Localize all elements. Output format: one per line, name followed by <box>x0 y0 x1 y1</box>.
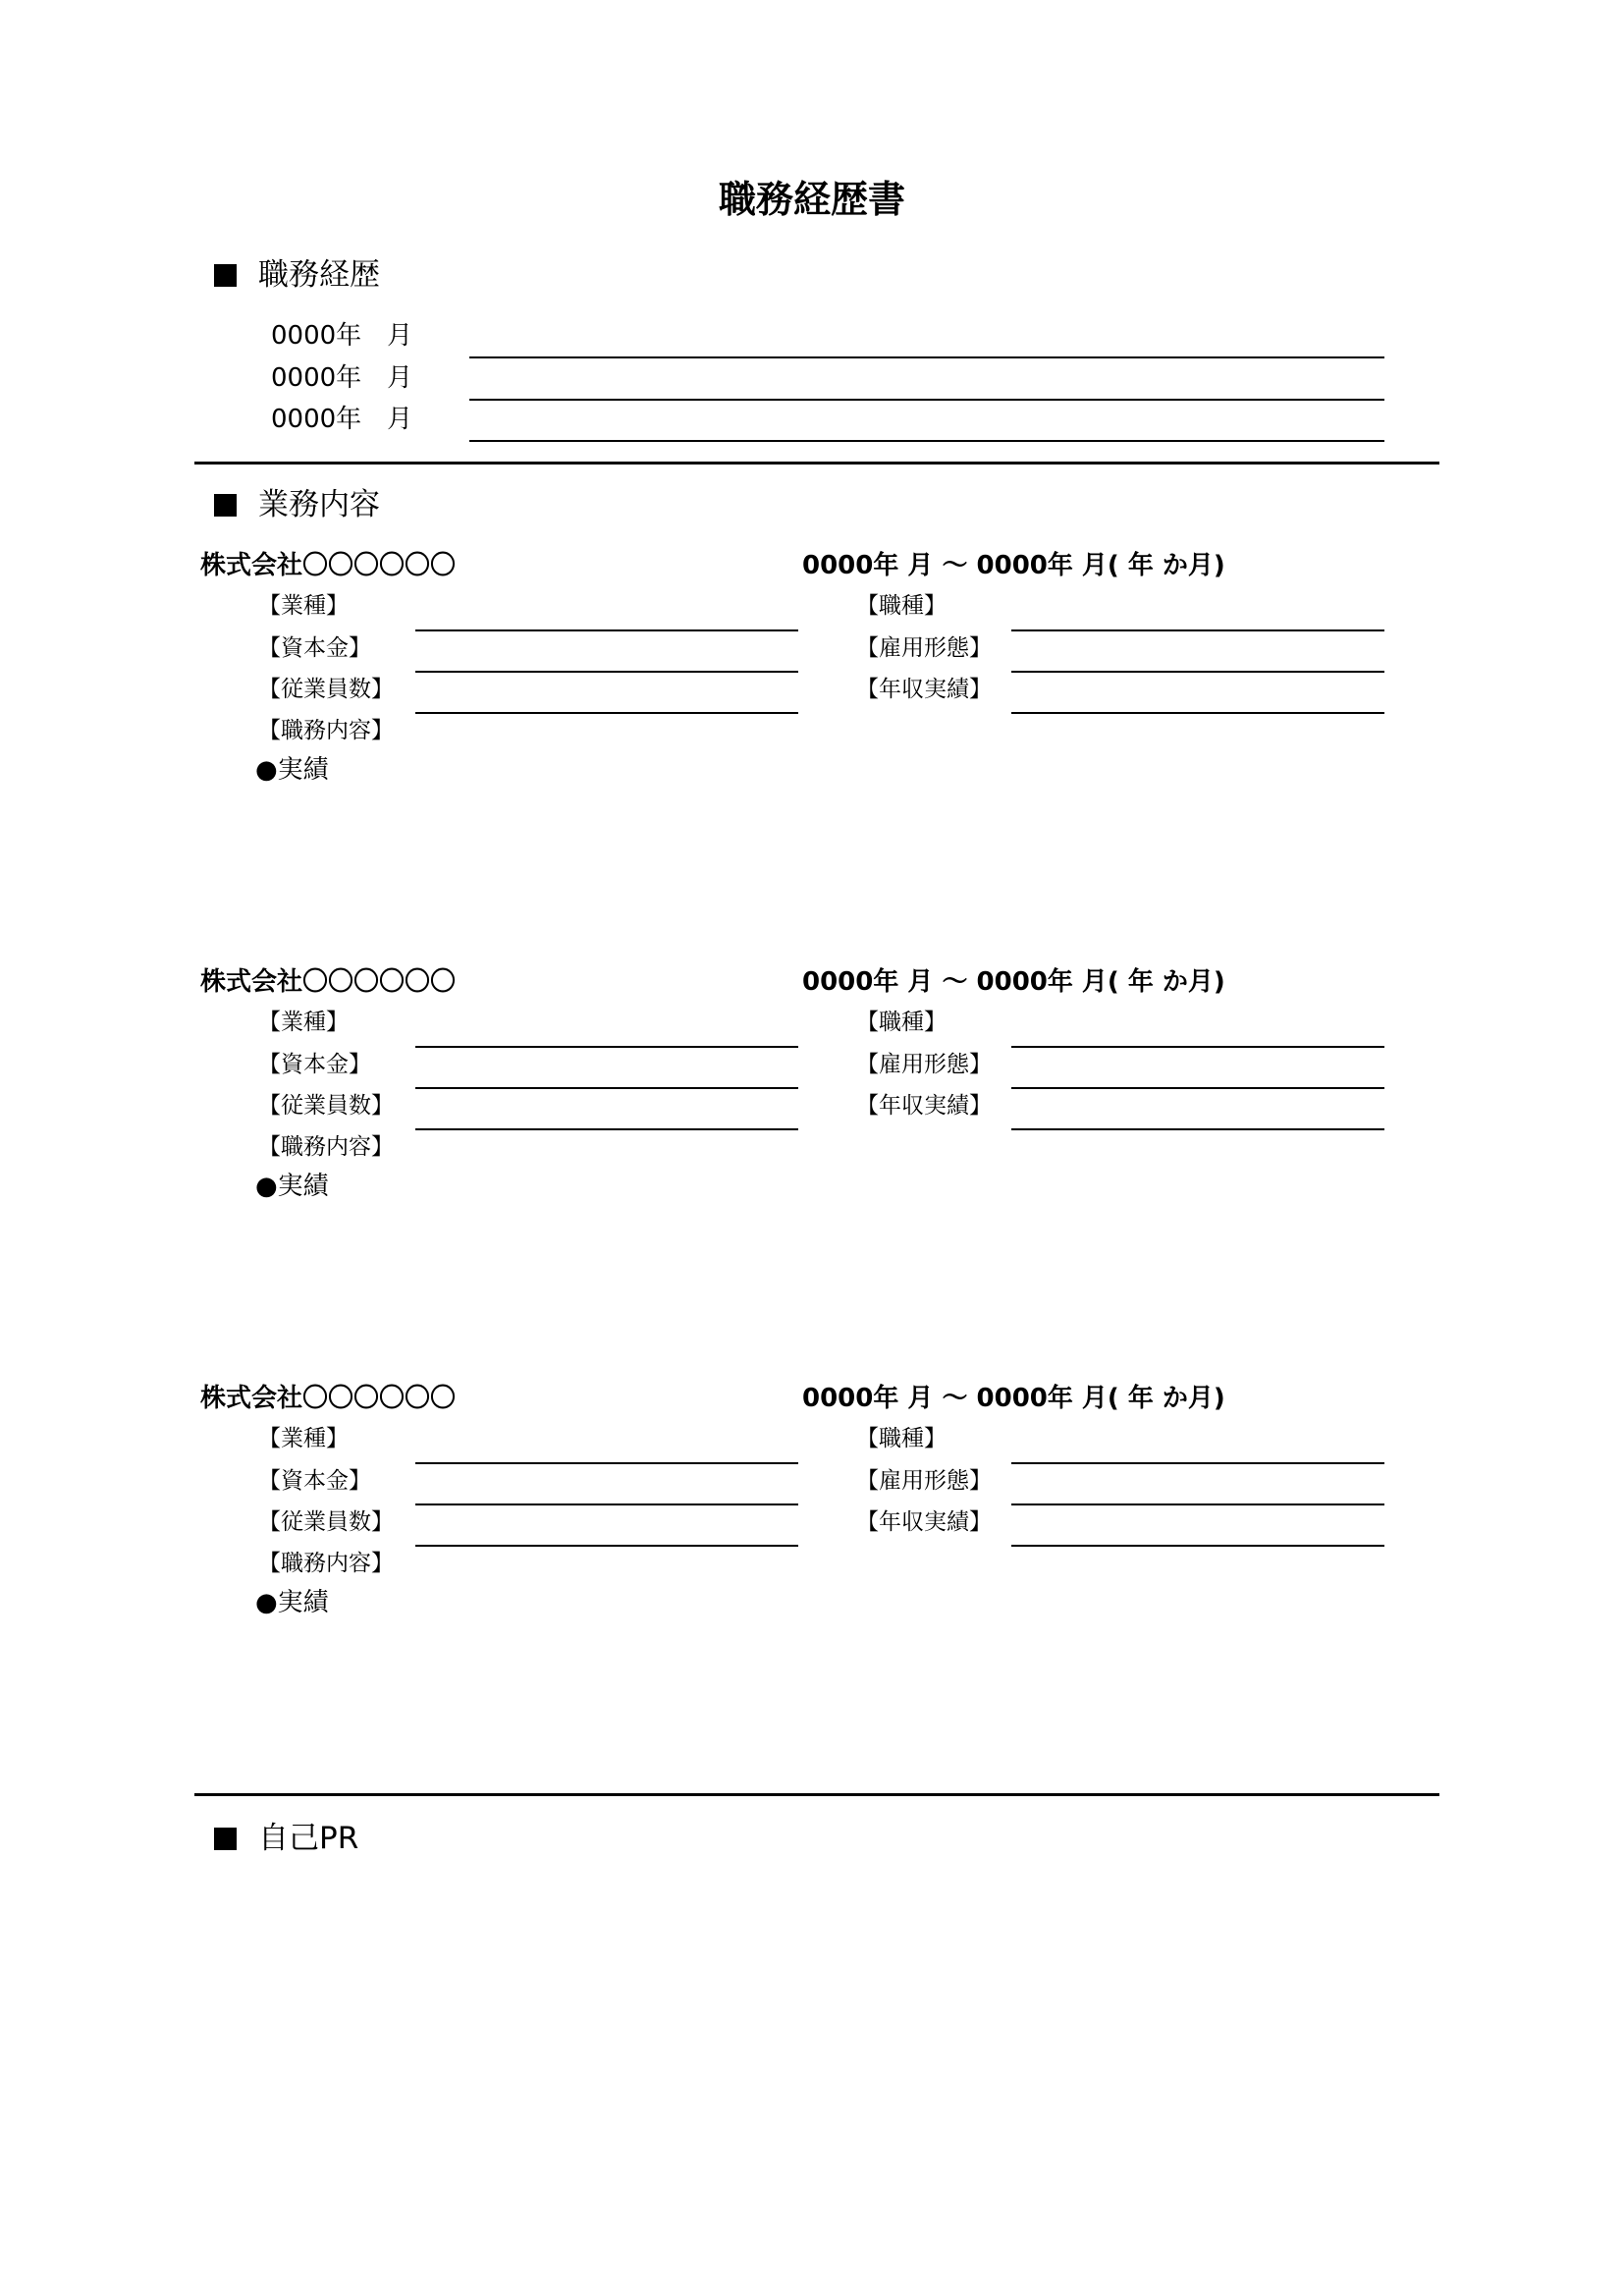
field-employment-type-label: 【雇用形態】 <box>856 1052 992 1077</box>
field-capital-label: 【資本金】 <box>258 1468 371 1494</box>
company-name: 株式会社〇〇〇〇〇〇 <box>200 1384 457 1413</box>
field-job-duties-label: 【職務内容】 <box>258 1551 394 1576</box>
square-bullet-icon <box>214 494 237 517</box>
field-employees-label: 【従業員数】 <box>258 1093 394 1119</box>
square-bullet-icon <box>214 1828 237 1850</box>
section-divider-2 <box>194 1793 1439 1796</box>
field-employment-type-line <box>1011 671 1384 673</box>
field-employment-type-line <box>1011 1087 1384 1089</box>
field-employees-label: 【従業員数】 <box>258 1509 394 1535</box>
field-capital-line <box>415 671 798 673</box>
field-industry-line <box>415 1046 798 1048</box>
section-heading-history <box>214 255 380 295</box>
history-row-2-date: 0000年 月 <box>271 363 413 393</box>
field-industry-label: 【業種】 <box>258 593 349 619</box>
field-industry-label: 【業種】 <box>258 1426 349 1451</box>
achievements-label: ●実績 <box>255 1588 329 1617</box>
field-employees-line <box>415 1545 798 1547</box>
field-employment-type-line <box>1011 1503 1384 1505</box>
field-occupation-line <box>1011 629 1384 631</box>
field-occupation-label: 【職種】 <box>856 1426 947 1451</box>
section-heading-pr-label: 自己PR <box>258 1821 359 1856</box>
history-row-1-line <box>469 356 1384 358</box>
section-divider-1 <box>194 462 1439 465</box>
section-heading-pr <box>214 1819 358 1858</box>
field-employees-line <box>415 1128 798 1130</box>
document-title: 職務経歴書 <box>718 178 905 221</box>
history-row-2-line <box>469 399 1384 401</box>
field-annual-income-label: 【年収実績】 <box>856 1509 992 1535</box>
field-industry-label: 【業種】 <box>258 1010 349 1035</box>
field-employment-type-label: 【雇用形態】 <box>856 1468 992 1494</box>
field-industry-line <box>415 629 798 631</box>
field-annual-income-label: 【年収実績】 <box>856 1093 992 1119</box>
field-annual-income-line <box>1011 1545 1384 1547</box>
employment-period: 0000年 月 ～ 0000年 月( 年 か月) <box>802 967 1225 997</box>
company-name: 株式会社〇〇〇〇〇〇 <box>200 967 457 997</box>
field-occupation-label: 【職種】 <box>856 1010 947 1035</box>
employment-period: 0000年 月 ～ 0000年 月( 年 か月) <box>802 1384 1225 1413</box>
field-annual-income-line <box>1011 712 1384 714</box>
achievements-label: ●実績 <box>255 755 329 785</box>
section-heading-history-label: 職務経歴 <box>258 257 380 293</box>
field-occupation-label: 【職種】 <box>856 593 947 619</box>
field-capital-label: 【資本金】 <box>258 635 371 661</box>
field-job-duties-label: 【職務内容】 <box>258 718 394 743</box>
history-row-3-date: 0000年 月 <box>271 405 413 434</box>
field-employees-label: 【従業員数】 <box>258 677 394 702</box>
field-capital-line <box>415 1087 798 1089</box>
field-occupation-line <box>1011 1462 1384 1464</box>
company-name: 株式会社〇〇〇〇〇〇 <box>200 551 457 580</box>
field-employment-type-label: 【雇用形態】 <box>856 635 992 661</box>
achievements-label: ●実績 <box>255 1172 329 1201</box>
field-capital-line <box>415 1503 798 1505</box>
history-row-3-line <box>469 440 1384 442</box>
history-row-1-date: 0000年 月 <box>271 321 413 351</box>
field-annual-income-label: 【年収実績】 <box>856 677 992 702</box>
field-industry-line <box>415 1462 798 1464</box>
field-occupation-line <box>1011 1046 1384 1048</box>
field-employees-line <box>415 712 798 714</box>
section-heading-duties-label: 業務内容 <box>258 487 380 522</box>
field-capital-label: 【資本金】 <box>258 1052 371 1077</box>
field-job-duties-label: 【職務内容】 <box>258 1134 394 1160</box>
section-heading-duties <box>214 485 380 524</box>
square-bullet-icon <box>214 264 237 287</box>
field-annual-income-line <box>1011 1128 1384 1130</box>
employment-period: 0000年 月 ～ 0000年 月( 年 か月) <box>802 551 1225 580</box>
